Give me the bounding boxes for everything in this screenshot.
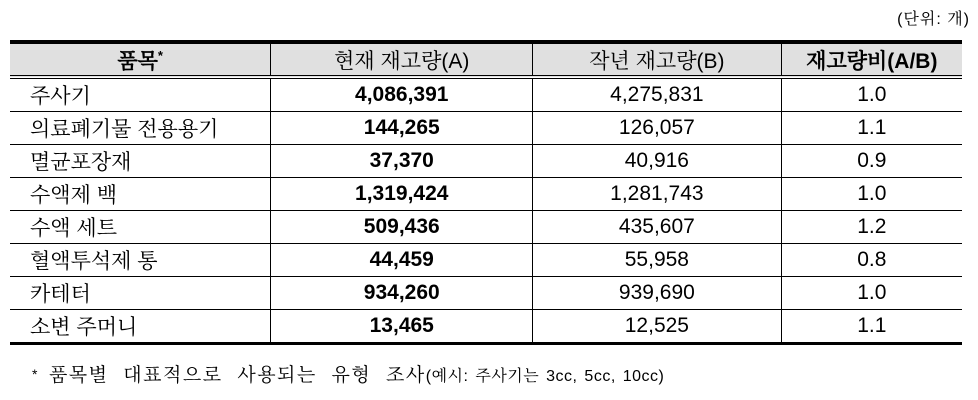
- inventory-table: [10, 40, 962, 345]
- ratio-cell: 1.0: [781, 77, 962, 112]
- header-stock-ratio: 재고량비(A/B): [781, 42, 962, 77]
- table-row: [10, 178, 962, 211]
- ratio-cell: 1.2: [781, 211, 962, 244]
- table-row: [10, 112, 962, 145]
- item-name-cell: 수액 세트: [10, 211, 271, 244]
- table-header-row: [10, 42, 962, 77]
- current-stock-cell: 509,436: [271, 211, 533, 244]
- lastyear-stock-cell: 12,525: [533, 310, 781, 344]
- ratio-cell: 0.9: [781, 145, 962, 178]
- lastyear-stock-cell: 1,281,743: [533, 178, 781, 211]
- table-row: [10, 277, 962, 310]
- item-name-cell: 수액제 백: [10, 178, 271, 211]
- ratio-cell: 1.0: [781, 178, 962, 211]
- lastyear-stock-cell: 939,690: [533, 277, 781, 310]
- ratio-cell: 0.8: [781, 244, 962, 277]
- current-stock-cell: 144,265: [271, 112, 533, 145]
- item-name-cell: 의료폐기물 전용용기: [10, 112, 271, 145]
- table-row: [10, 244, 962, 277]
- item-name-cell: 소변 주머니: [10, 310, 271, 344]
- lastyear-stock-cell: 55,958: [533, 244, 781, 277]
- ratio-cell: 1.1: [781, 112, 962, 145]
- header-item: 품목*: [10, 42, 271, 77]
- table-row: [10, 77, 962, 112]
- header-lastyear-stock: 작년 재고량(B): [533, 42, 781, 77]
- ratio-cell: 1.1: [781, 310, 962, 344]
- footnote-asterisk: *: [32, 366, 39, 382]
- lastyear-stock-cell: 40,916: [533, 145, 781, 178]
- item-name-cell: 주사기: [10, 77, 271, 112]
- item-name-cell: 멸균포장재: [10, 145, 271, 178]
- lastyear-stock-cell: 435,607: [533, 211, 781, 244]
- item-name-cell: 카테터: [10, 277, 271, 310]
- footnote: [32, 360, 664, 387]
- item-name-cell: 혈액투석제 통: [10, 244, 271, 277]
- ratio-cell: 1.0: [781, 277, 962, 310]
- table-row: [10, 310, 962, 344]
- table-row: [10, 211, 962, 244]
- current-stock-cell: 4,086,391: [271, 77, 533, 112]
- header-current-stock: 현재 재고량(A): [271, 42, 533, 77]
- current-stock-cell: 1,319,424: [271, 178, 533, 211]
- current-stock-cell: 37,370: [271, 145, 533, 178]
- unit-label: (단위: 개): [897, 11, 970, 28]
- lastyear-stock-cell: 4,275,831: [533, 77, 781, 112]
- table-row: [10, 145, 962, 178]
- current-stock-cell: 13,465: [271, 310, 533, 344]
- footnote-text: 품목별 대표적으로 사용되는 유형 조사: [48, 365, 426, 386]
- current-stock-cell: 44,459: [271, 244, 533, 277]
- footnote-example: (예시: 주사기는 3cc, 5cc, 10cc): [425, 368, 665, 385]
- header-item-asterisk: *: [157, 47, 163, 63]
- current-stock-cell: 934,260: [271, 277, 533, 310]
- inventory-table-container: [10, 40, 962, 345]
- lastyear-stock-cell: 126,057: [533, 112, 781, 145]
